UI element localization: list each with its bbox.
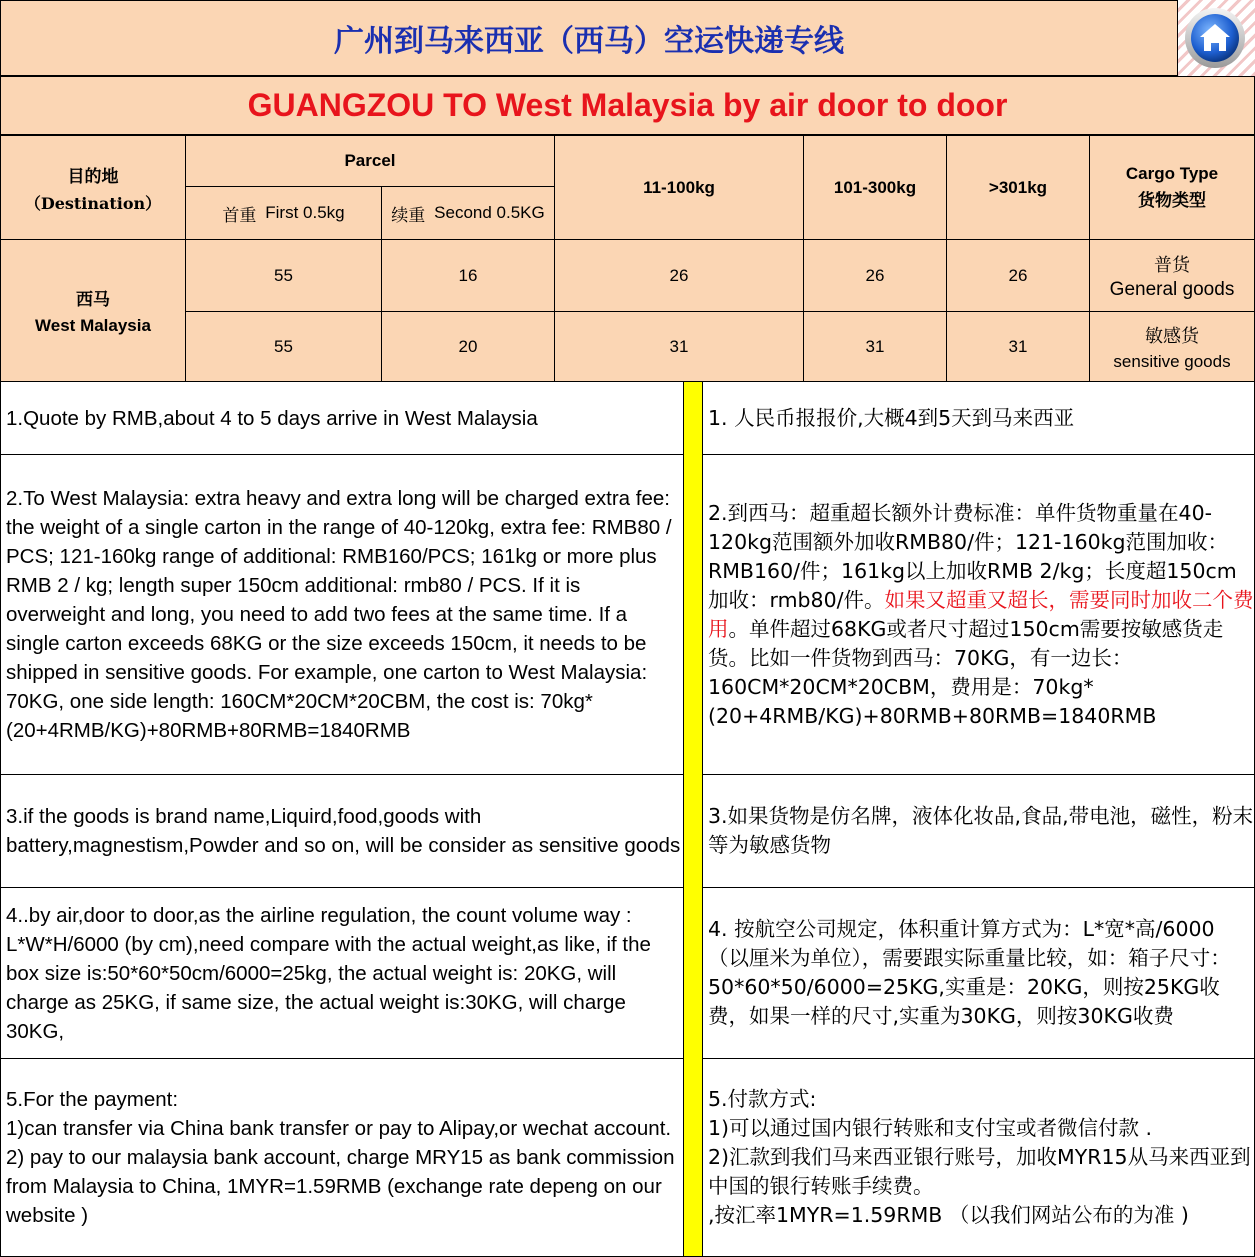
note-text: 3.如果货物是仿名牌，液体化妆品,食品,带电池，磁性，粉末等为敏感货物 bbox=[708, 804, 1254, 857]
note-2-cn bbox=[702, 454, 1255, 775]
first-weight-header bbox=[185, 186, 382, 240]
cargo-type-header bbox=[1089, 135, 1255, 240]
page-title-en: GUANGZOU TO West Malaysia by air door to door bbox=[247, 87, 1008, 123]
note-text: 1. 人民币报报价,大概4到5天到马来西亚 bbox=[708, 405, 1075, 430]
note-text-part: 2.到西马：超重超长额外计费标准：单件货物重量在40-120kg范围额外加收RMB80/件；121-160kg范围加收：RMB160/件；161kg以上加收RMB 2/kg；长度超150cm加收：rmb80/件。 bbox=[708, 500, 1237, 612]
cargo-type-cn: 货物类型 bbox=[1138, 191, 1206, 211]
note-line: ,按汇率1MYR=1.59RMB （以我们网站公布的为准 ) bbox=[708, 1203, 1189, 1227]
destination-header-en: （Destination） bbox=[24, 193, 162, 213]
destination-cell bbox=[0, 239, 186, 382]
page-title-cn: 广州到马来西亚（西马）空运快递专线 bbox=[334, 24, 844, 59]
price-first: 55 bbox=[274, 336, 293, 356]
title-bar-en bbox=[0, 76, 1255, 135]
cargo-type-value-cn: 敏感货 bbox=[1145, 325, 1199, 347]
price-range2: 31 bbox=[865, 336, 885, 356]
note-text-part: 。单件超过68KG或者尺寸超过150cm需要按敏感货走货。比如一件货物到西马：70KG，有一边长：160CM*20CM*20CBM，费用是：70kg*(20+4RMB/KG)+80RMB+80RMB=1840RMB bbox=[708, 616, 1224, 728]
cargo-type-value-en: General goods bbox=[1109, 278, 1235, 300]
note-line: 2) pay to our malaysia bank account, charge MRY15 as bank commission from Malaysia to China, 1MYR=1.59RMB (exchange rate depeng on our website ) bbox=[6, 1146, 675, 1227]
destination-header bbox=[0, 135, 186, 240]
note-text: 1.Quote by RMB,about 4 to 5 days arrive in West Malaysia bbox=[6, 406, 538, 430]
note-text-highlight: 如果又超重又超长，需要同时加收二个费用 bbox=[708, 587, 1254, 641]
price-range3: 26 bbox=[1008, 265, 1028, 285]
note-text: 3.if the goods is brand name,Liquird,food,goods with battery,magnestism,Powder and so on, will be consider as sensitive goods bbox=[6, 805, 681, 857]
note-text: 4..by air,door to door,as the airline regulation, the count volume way : L*W*H/6000 (by cm),need compare with the actual weight,as like, if the box size is:50*60*50cm/6000=25kg, the actual weight is: 20KG, will charge as 25KG, if same size, the actual weight is:30KG, will charge 30KG, bbox=[6, 903, 651, 1043]
price-second: 20 bbox=[458, 336, 478, 356]
price-range2: 26 bbox=[865, 265, 885, 285]
first-weight-en: First 0.5kg bbox=[265, 203, 345, 222]
table-cell bbox=[554, 311, 804, 382]
note-4-en bbox=[0, 887, 684, 1059]
second-weight-header bbox=[381, 186, 555, 240]
second-weight-cn: 续重 bbox=[391, 205, 426, 226]
note-5-en bbox=[0, 1058, 684, 1257]
parcel-header-label: Parcel bbox=[344, 151, 396, 170]
note-3-cn bbox=[702, 774, 1255, 888]
destination-name-cn: 西马 bbox=[76, 290, 110, 310]
destination-header-cn: 目的地 bbox=[67, 166, 119, 187]
note-1-cn bbox=[702, 381, 1255, 455]
table-cell bbox=[1089, 239, 1255, 312]
note-text: 4. 按航空公司规定，体积重计算方式为：L*宽*高/6000（以厘米为单位），需要跟实际重量比较，如：箱子尺寸：50*60*50/6000=25KG,实重是：20KG，则按25KG收费，如果一样的尺寸,实重为30KG，则按30KG收费 bbox=[708, 917, 1231, 1028]
range-101-300-header bbox=[803, 135, 947, 240]
range-301-label: >301kg bbox=[988, 177, 1048, 197]
home-area[interactable] bbox=[1178, 0, 1255, 76]
cargo-type-value-cn: 普货 bbox=[1154, 254, 1190, 276]
note-5-cn bbox=[702, 1058, 1255, 1257]
note-1-en bbox=[0, 381, 684, 455]
note-2-en bbox=[0, 454, 684, 775]
table-cell bbox=[803, 311, 947, 382]
note-3-en bbox=[0, 774, 684, 888]
table-cell bbox=[185, 311, 382, 382]
first-weight-cn: 首重 bbox=[222, 205, 257, 226]
table-cell bbox=[803, 239, 947, 312]
note-line: 1)可以通过国内银行转账和支付宝或者微信付款 . bbox=[708, 1116, 1153, 1140]
title-bar-cn bbox=[0, 0, 1178, 76]
note-line: 5.For the payment: bbox=[6, 1088, 179, 1111]
second-weight-en: Second 0.5KG bbox=[434, 203, 545, 222]
price-range3: 31 bbox=[1008, 336, 1028, 356]
table-cell bbox=[554, 239, 804, 312]
home-icon[interactable] bbox=[1184, 7, 1246, 69]
note-line: 5.付款方式: bbox=[708, 1087, 817, 1111]
range-101-300-label: 101-300kg bbox=[833, 177, 917, 197]
parcel-header bbox=[185, 135, 555, 187]
note-text bbox=[708, 499, 1254, 731]
cargo-type-value-en: sensitive goods bbox=[1113, 351, 1231, 371]
price-second: 16 bbox=[458, 265, 478, 285]
range-301-header bbox=[946, 135, 1090, 240]
note-line: 1)can transfer via China bank transfer or pay to Alipay,or wechat account. bbox=[6, 1117, 672, 1140]
note-text: 2.To West Malaysia: extra heavy and extra long will be charged extra fee: the weight of a single carton in the range of 40-120kg, extra fee: RMB80 / PCS; 121-160kg range of additional: RMB160/PCS; 161kg or more plus RMB 2 / kg; length super 150cm additional: rmb80 / PCS. If it is overweight and long, you need to add two fees at the same time. If a single carton exceeds 68KG or the size exceeds 150cm, it needs to be shipped in sensitive goods. For example, one carton to West Malaysia: 70KG, one side length: 160CM*20CM*20CBM, the cost is: 70kg*(20+4RMB/KG)+80RMB+80RMB=1840RMB bbox=[6, 487, 672, 742]
table-cell bbox=[381, 239, 555, 312]
note-line: 2)汇款到我们马来西亚银行账号，加收MYR15从马来西亚到中国的银行转账手续费。 bbox=[708, 1145, 1251, 1198]
note-4-cn bbox=[702, 887, 1255, 1059]
price-range1: 26 bbox=[669, 265, 689, 285]
table-cell bbox=[381, 311, 555, 382]
divider bbox=[683, 381, 703, 1257]
cargo-type-en: Cargo Type bbox=[1125, 164, 1219, 183]
price-range1: 31 bbox=[669, 336, 689, 356]
table-cell bbox=[1089, 311, 1255, 382]
price-first: 55 bbox=[274, 265, 293, 285]
table-cell bbox=[946, 311, 1090, 382]
table-cell bbox=[185, 239, 382, 312]
range-11-100-header bbox=[554, 135, 804, 240]
table-cell bbox=[946, 239, 1090, 312]
note-text bbox=[708, 1085, 1254, 1230]
range-11-100-label: 11-100kg bbox=[643, 177, 715, 197]
note-text bbox=[6, 1085, 683, 1230]
destination-name-en: West Malaysia bbox=[35, 316, 151, 335]
